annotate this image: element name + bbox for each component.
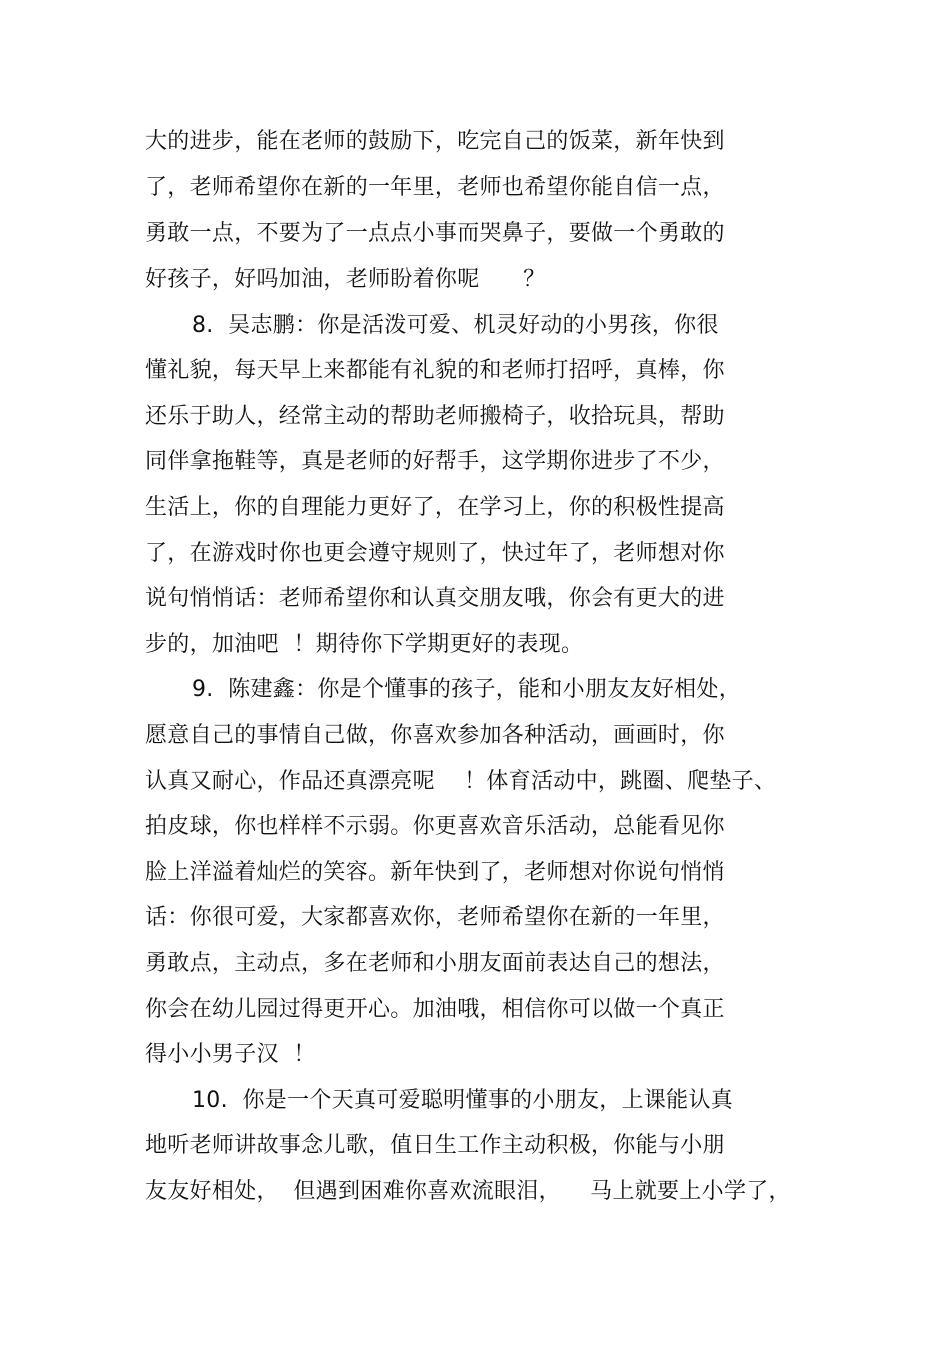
text-line: 好孩子，好吗加油，老师盼着你呢 ？ [145,267,546,292]
text-line: 得小小男子汉 ！ [145,1042,316,1067]
text-line: 勇敢点，主动点，多在老师和小朋友面前表达自己的想法， [145,951,725,976]
text-line: 了，老师希望你在新的一年里，老师也希望你能自信一点， [145,175,725,200]
text-line: 了，在游戏时你也更会遵守规则了，快过年了，老师想对你 [145,541,725,566]
text-line: 脸上洋溢着灿烂的笑容。新年快到了，老师想对你说句悄悄 [145,860,725,885]
text-line: 生活上，你的自理能力更好了，在学习上，你的积极性提高 [145,495,725,520]
text-line: 同伴拿拖鞋等，真是老师的好帮手，这学期你进步了不少， [145,449,725,474]
paragraph-start-9: 9. 陈建鑫：你是个懂事的孩子，能和小朋友友好相处， [192,677,742,702]
text-line: 说句悄悄话：老师希望你和认真交朋友哦，你会有更大的进 [145,586,725,611]
text-line: 懂礼貌，每天早上来都能有礼貌的和老师打招呼，真棒，你 [145,358,725,383]
paragraph-start-10: 10. 你是一个天真可爱聪明懂事的小朋友，上课能认真 [192,1088,734,1113]
text-line: 你会在幼儿园过得更开心。加油哦，相信你可以做一个真正 [145,997,725,1022]
text-line: 话：你很可爱，大家都喜欢你，老师希望你在新的一年里， [145,905,725,930]
paragraph-start-8: 8. 吴志鹏：你是活泼可爱、机灵好动的小男孩，你很 [192,313,719,338]
text-line: 勇敢一点，不要为了一点点小事而哭鼻子，要做一个勇敢的 [145,221,725,246]
text-line: 还乐于助人，经常主动的帮助老师搬椅子，收拾玩具，帮助 [145,404,725,429]
text-line: 地听老师讲故事念儿歌，值日生工作主动积极，你能与小朋 [145,1133,725,1158]
text-line: 大的进步，能在老师的鼓励下，吃完自己的饭菜，新年快到 [145,129,725,154]
text-line: 认真又耐心，作品还真漂亮呢 ！体育活动中，跳圈、爬垫子、 [145,769,777,794]
text-line: 愿意自己的事情自己做，你喜欢参加各种活动，画画时，你 [145,723,725,748]
text-line: 步的，加油吧 ！期待你下学期更好的表现。 [145,632,584,657]
text-line: 拍皮球，你也样样不示弱。你更喜欢音乐活动，总能看见你 [145,814,725,839]
text-line: 友友好相处， 但遇到困难你喜欢流眼泪， 马上就要上小学了， [145,1179,791,1204]
